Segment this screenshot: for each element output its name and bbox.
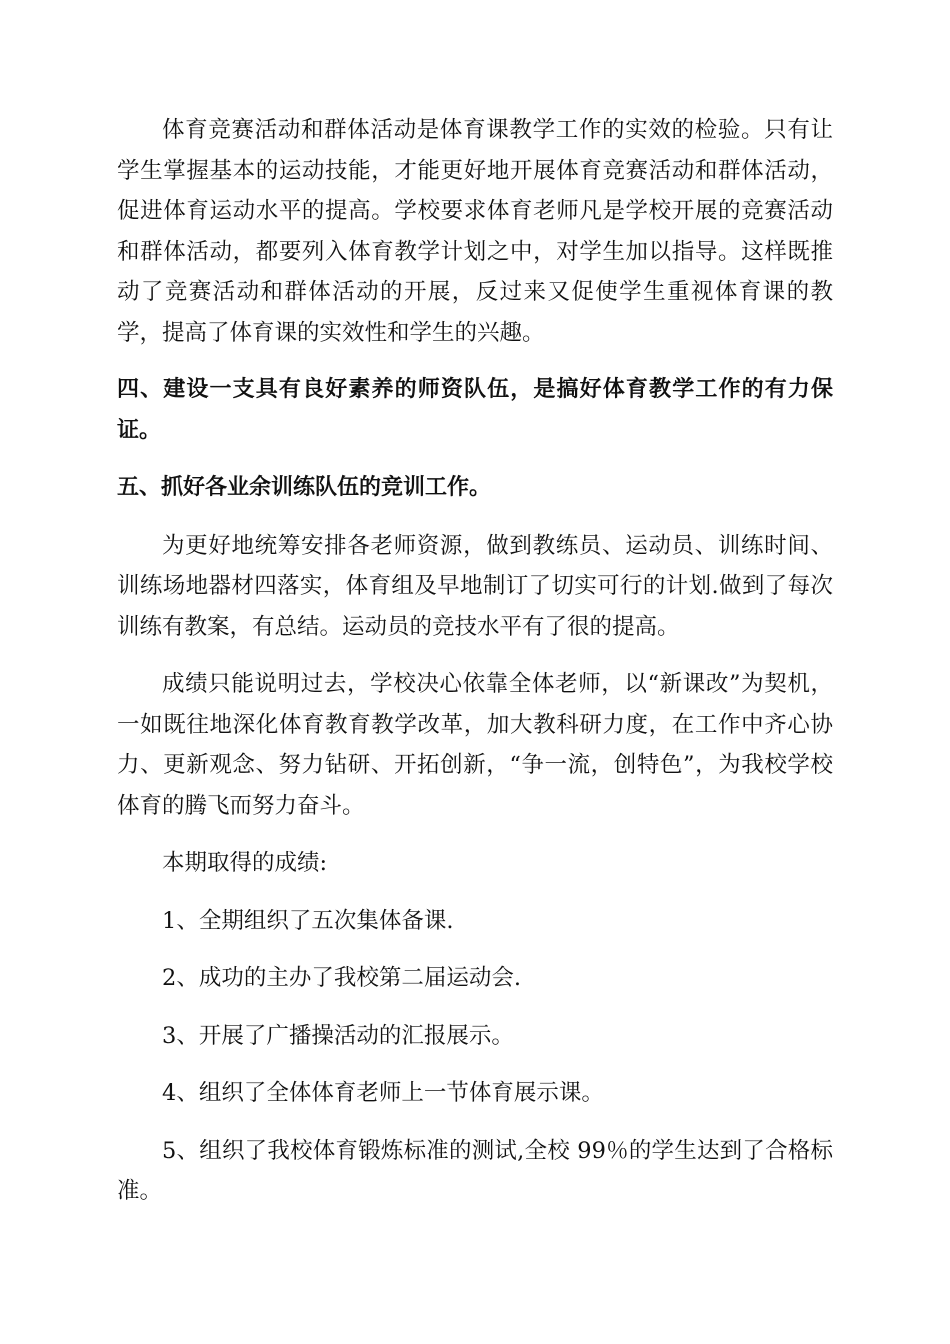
list-item: 5、组织了我校体育锻炼标准的测试,全校 99％的学生达到了合格标准。 (117, 1137, 833, 1204)
heading-section-four: 四、建设一支具有良好素养的师资队伍，是搞好体育教学工作的有力保证。 (117, 377, 833, 443)
list-item: 2、成功的主办了我校第二届运动会. (162, 965, 521, 991)
paragraph-achievements-intro: 本期取得的成绩: (162, 850, 328, 876)
heading-section-five: 五、抓好各业余训练队伍的竞训工作。 (117, 475, 492, 500)
document-page (117, 110, 833, 1229)
list-item: 1、全期组织了五次集体备课. (162, 907, 454, 934)
list-item: 4、组织了全体体育老师上一节体育展示课。 (162, 1080, 604, 1106)
list-item: 3、开展了广播操活动的汇报展示。 (162, 1022, 514, 1049)
paragraph-competition-activities: 体育竞赛活动和群体活动是体育课教学工作的实效的检验。只有让学生掌握基本的运动技能，才能更好地开展体育竞赛活动和群体活动，促进体育运动水平的提高。学校要求体育老师凡是学校开展的竞赛活动和群体活动，都要列入体育教学计划之中，对学生加以指导。这样既推动了竞赛活动和群体活动的开展，反过来又促使学生重视体育课的教学，提高了体育课的实效性和学生的兴趣。 (117, 117, 833, 346)
paragraph-conclusion: 成绩只能说明过去，学校决心依靠全体老师，以“新课改”为契机，一如既往地深化体育教育教学改革，加大教科研力度，在工作中齐心协力、更新观念、努力钻研、开拓创新，“争一流，创特色”，为我校学校体育的腾飞而努力奋斗。 (117, 671, 833, 819)
paragraph-training-work: 为更好地统筹安排各老师资源，做到教练员、运动员、训练时间、训练场地器材四落实，体育组及早地制订了切实可行的计划.做到了每次训练有教案，有总结。运动员的竞技水平有了很的提高。 (117, 532, 833, 640)
